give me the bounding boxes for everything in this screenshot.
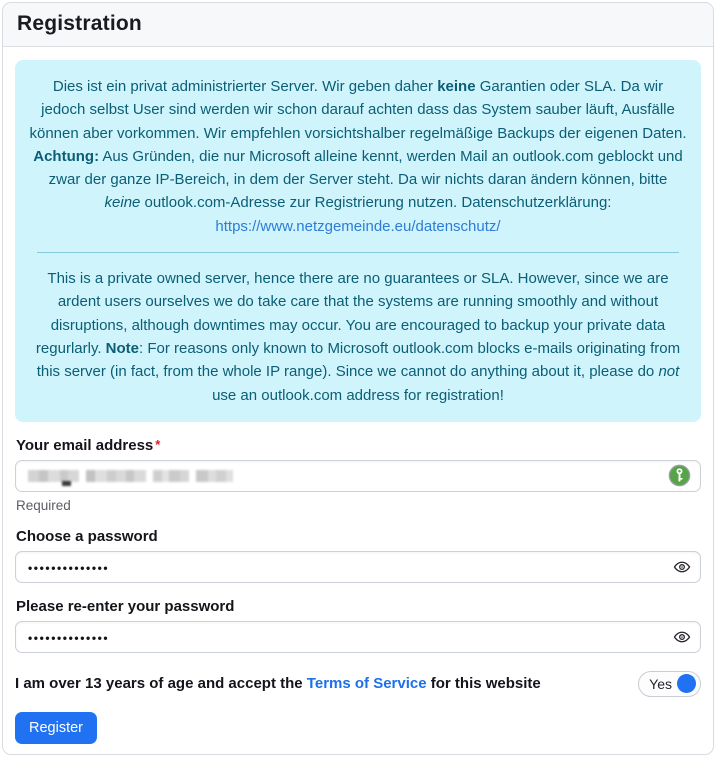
- email-required-hint: Required: [16, 497, 71, 513]
- notice-italic: not: [658, 363, 680, 381]
- password-confirm-input[interactable]: [15, 621, 701, 653]
- notice-divider: [37, 252, 679, 253]
- password-confirm-masked-value: ••••••••••••••: [28, 630, 110, 645]
- notice-text: This is a private owned server, hence there are no guarantees or SLA. However, since we are ardent users ourselves we do take care that the systems are running smoothly and without disruptions, although downtimes may occur. You are encouraged to backup your private data regurlarly.: [35, 270, 669, 357]
- toggle-knob: [677, 674, 696, 693]
- required-asterisk: *: [155, 436, 161, 452]
- notice-text: : For reasons only known to Microsoft outlook.com blocks e-mails originating from this server (in fact, from the whole IP range). Since we cannot do anything about it, please do: [36, 339, 681, 381]
- password-confirm-label: Please re-enter your password: [16, 597, 235, 615]
- eye-icon[interactable]: [673, 628, 691, 646]
- notice-italic: keine: [104, 194, 141, 212]
- notice-bold: Note: [105, 339, 140, 357]
- keepassxc-key-icon[interactable]: [668, 464, 691, 487]
- datenschutz-link[interactable]: https://www.netzgemeinde.eu/datenschutz/: [215, 217, 501, 235]
- eye-icon[interactable]: [673, 558, 691, 576]
- email-redacted-blur: [28, 469, 668, 482]
- password-masked-value: ••••••••••••••: [28, 560, 110, 575]
- email-label-text: Your email address: [16, 436, 154, 454]
- email-value-redacted: [28, 469, 668, 482]
- terms-row: [15, 671, 701, 697]
- password-label: Choose a password: [16, 527, 158, 545]
- terms-text-pre: I am over 13 years of age and accept the: [15, 675, 307, 693]
- notice-german: [29, 75, 687, 238]
- register-button[interactable]: Register: [15, 712, 97, 744]
- notice-text: outlook.com-Adresse zur Registrierung nutzen. Datenschutzerklärung:: [140, 194, 612, 212]
- email-group: [15, 437, 701, 513]
- server-notice-alert: [15, 60, 701, 422]
- notice-text: use an outlook.com address for registration!: [212, 386, 504, 404]
- terms-of-service-link[interactable]: Terms of Service: [306, 675, 427, 693]
- toggle-yes-label: Yes: [649, 675, 672, 692]
- password-group: [15, 528, 701, 583]
- password-input[interactable]: [15, 551, 701, 583]
- notice-text: Aus Gründen, die nur Microsoft alleine kennt, werden Mail an outlook.com geblockt und zwar der ganze IP-Bereich, in dem der Server steht. Da wir nichts daran ändern können, bitte: [48, 147, 683, 189]
- terms-toggle[interactable]: [638, 671, 701, 697]
- notice-bold: keine: [437, 78, 476, 95]
- email-label: [16, 437, 701, 454]
- card-header: [3, 3, 713, 47]
- terms-text-post: for this website: [426, 675, 541, 693]
- card-body: [3, 47, 713, 754]
- terms-statement: [15, 675, 541, 692]
- notice-english: [29, 267, 687, 407]
- notice-text: Dies ist ein privat administrierter Server. Wir geben daher: [52, 78, 438, 95]
- page-title: Registration: [17, 12, 142, 35]
- registration-card: [2, 2, 714, 755]
- password-confirm-group: [15, 598, 701, 653]
- notice-bold: Achtung:: [33, 147, 100, 165]
- notice-text: Garantien oder SLA. Da wir jedoch selbst User sind werden wir schon darauf achten dass das System sauber läuft, Ausfälle können aber vorkommen. Wir empfehlen vorsichtshalber regelmäßige Backups der eigenen Daten.: [29, 78, 687, 142]
- email-input[interactable]: [15, 460, 701, 492]
